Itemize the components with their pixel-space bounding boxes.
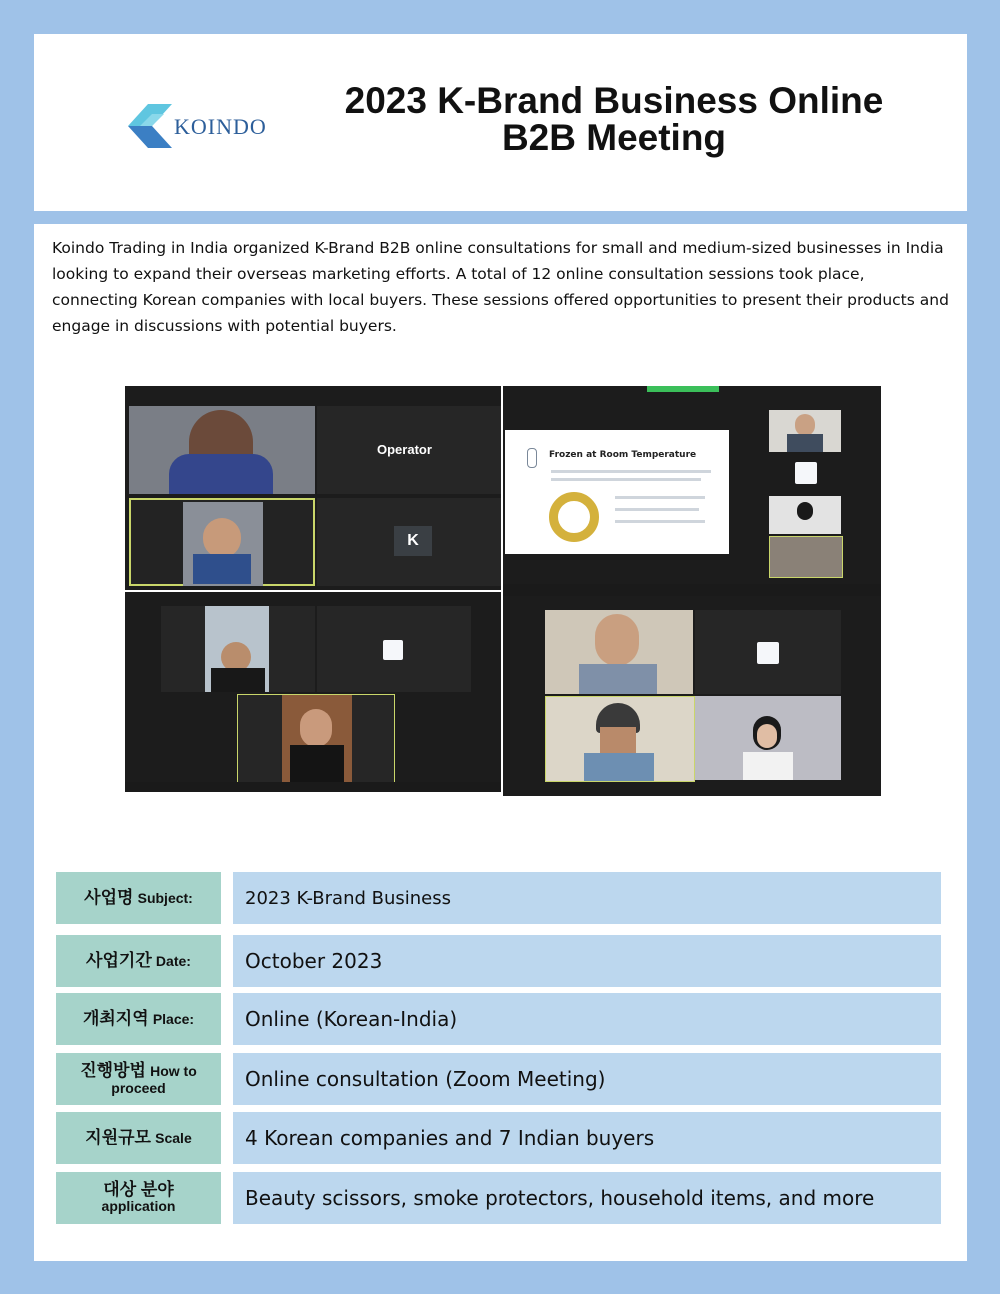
participant-shirt xyxy=(787,434,823,452)
zoom-screenshot-2 xyxy=(503,386,881,596)
table-row-scale xyxy=(56,1112,944,1164)
intro-paragraph: Koindo Trading in India organized K-Brand B2B online consultations for small and medium-sized businesses in India looking to expand their overseas marketing efforts. A total of 12 online consultation sessions took place, connecting Korean companies with local buyers. These sessions offered opportunities to present their products and engage in discussions with potential buyers. xyxy=(52,239,949,335)
participant-face xyxy=(795,414,815,436)
header-panel xyxy=(34,34,967,211)
logo-tile xyxy=(695,610,841,694)
label-cell xyxy=(56,872,221,924)
thermometer-icon xyxy=(527,448,537,468)
logo-tile xyxy=(317,606,471,692)
participant-video xyxy=(769,410,841,452)
participant-face xyxy=(600,727,636,753)
koindo-mini-logo xyxy=(383,640,403,660)
participant-shirt xyxy=(743,752,793,780)
participant-video-highlighted xyxy=(129,498,315,586)
label-cell xyxy=(56,935,221,987)
k-avatar-tile xyxy=(317,498,501,586)
value-cell: October 2023 xyxy=(233,935,941,987)
koindo-mini-logo xyxy=(795,462,817,484)
participant-video xyxy=(545,610,693,694)
shared-document xyxy=(505,430,729,554)
k-avatar: K xyxy=(394,526,432,556)
product-ring-image xyxy=(549,492,599,542)
koindo-logo-mark xyxy=(126,98,174,154)
value-cell: 4 Korean companies and 7 Indian buyers xyxy=(233,1112,941,1164)
logo-text: KOINDO xyxy=(174,114,267,139)
participant-shirt xyxy=(211,668,265,692)
participant-video-highlighted xyxy=(769,536,843,578)
recording-banner xyxy=(647,386,719,392)
label-en: How to proceed xyxy=(111,1062,197,1096)
value-cell: Beauty scissors, smoke protectors, household items, and more xyxy=(233,1172,941,1224)
label-en: Date: xyxy=(155,953,191,969)
value-cell: Online consultation (Zoom Meeting) xyxy=(233,1053,941,1105)
zoom-screenshot-1 xyxy=(125,386,501,590)
doc-text-line xyxy=(615,496,705,499)
participant-face xyxy=(757,724,777,748)
value-cell: 2023 K-Brand Business xyxy=(233,872,941,924)
doc-text-line xyxy=(615,520,705,523)
label-ko: 대상 분야 xyxy=(103,1180,174,1199)
zoom-meeting-collage xyxy=(125,386,881,796)
doc-text-line xyxy=(551,470,711,473)
label-en: Subject: xyxy=(137,890,193,906)
label-ko: 진행방법 xyxy=(80,1060,146,1080)
participant-video xyxy=(129,406,315,494)
label-cell xyxy=(56,1053,221,1105)
operator-tile xyxy=(317,406,501,494)
participant-face xyxy=(595,614,639,666)
title-line-2: B2B Meeting xyxy=(501,117,727,158)
operator-label: Operator xyxy=(377,442,432,457)
participant-hair xyxy=(797,502,813,520)
label-ko: 지원규모 xyxy=(85,1128,151,1147)
participant-shirt xyxy=(584,753,654,781)
table-row-date xyxy=(56,935,944,987)
label-en: Scale xyxy=(155,1130,192,1146)
koindo-mini-logo xyxy=(757,642,779,664)
participant-shirt xyxy=(193,554,251,584)
zoom-toolbar xyxy=(125,782,501,792)
doc-title: Frozen at Room Temperature xyxy=(549,450,697,460)
doc-text-line xyxy=(615,508,699,511)
label-en: application xyxy=(101,1198,176,1214)
participant-video xyxy=(769,496,841,534)
participant-tile-highlighted xyxy=(237,694,395,784)
participant-face xyxy=(300,709,332,747)
participant-tile xyxy=(161,606,315,692)
participant-face xyxy=(203,518,241,558)
participant-outfit xyxy=(290,745,344,783)
label-cell xyxy=(56,1112,221,1164)
label-ko: 사업명 xyxy=(84,888,134,907)
page-title xyxy=(304,82,924,156)
table-row-subject xyxy=(56,872,944,924)
label-ko: 사업기간 xyxy=(86,951,152,970)
label-cell xyxy=(56,1172,221,1224)
value-cell: Online (Korean-India) xyxy=(233,993,941,1045)
participant-video xyxy=(695,696,841,780)
body-panel xyxy=(34,224,967,1261)
doc-text-line xyxy=(551,478,701,481)
table-row-application xyxy=(56,1172,944,1224)
label-en: Place: xyxy=(152,1011,195,1027)
participant-shirt xyxy=(579,664,657,694)
participant-video-highlighted xyxy=(545,696,695,782)
zoom-screenshot-3 xyxy=(125,592,501,792)
koindo-logo xyxy=(126,98,276,156)
title-line-1: 2023 K-Brand Business Online xyxy=(344,80,884,121)
label-cell xyxy=(56,993,221,1045)
zoom-toolbar xyxy=(503,584,881,596)
zoom-screenshot-4 xyxy=(503,596,881,796)
participant-shirt xyxy=(169,454,273,494)
label-ko: 개최지역 xyxy=(82,1009,149,1028)
table-row-method xyxy=(56,1053,944,1105)
table-row-place xyxy=(56,993,944,1045)
